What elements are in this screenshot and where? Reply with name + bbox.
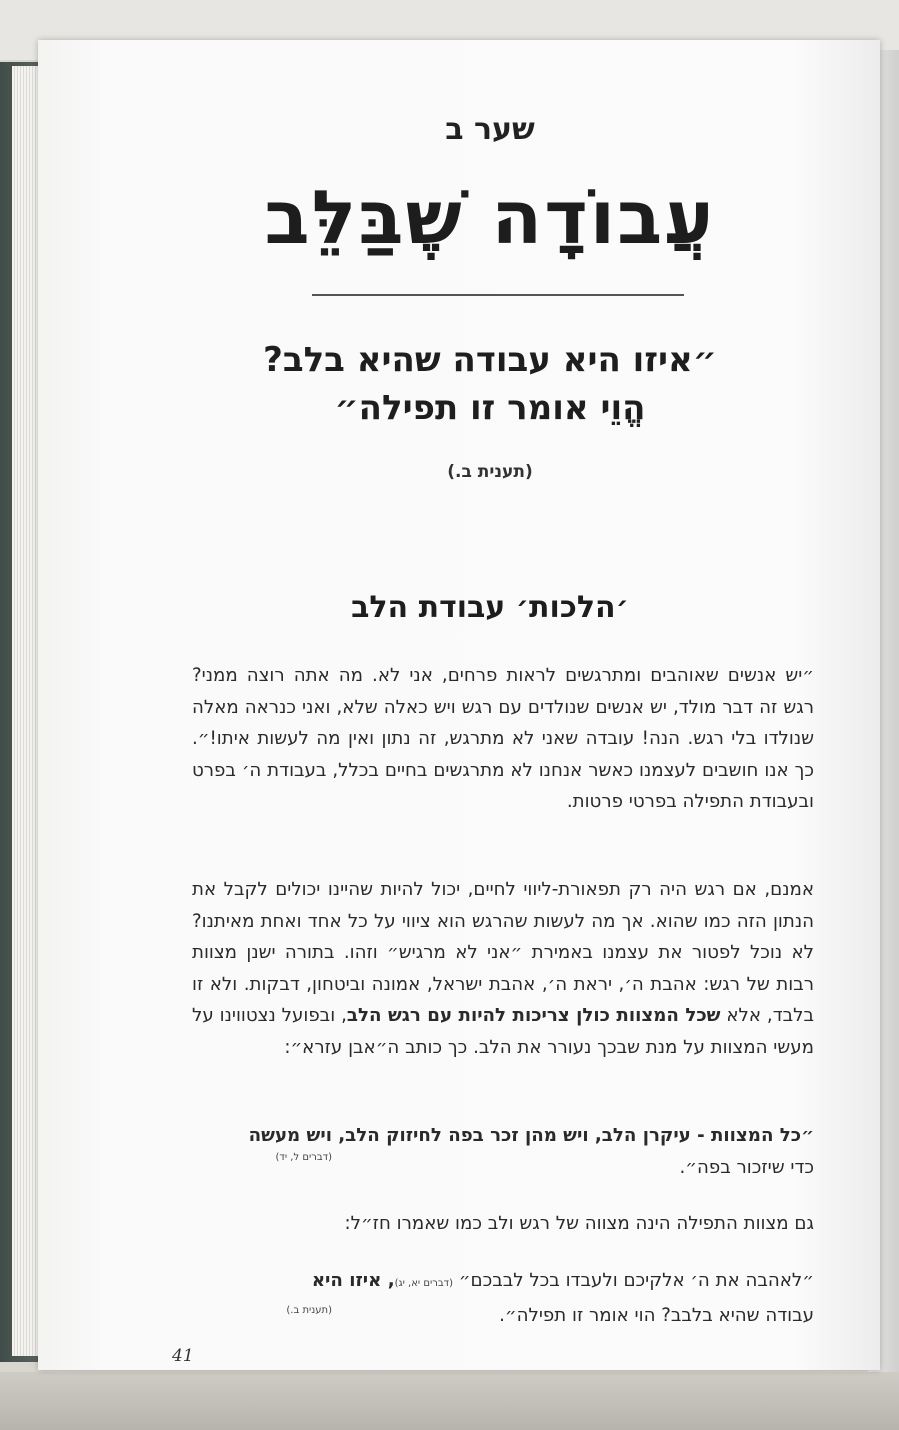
paragraph-1 bbox=[192, 660, 814, 818]
paragraph-1-text: ״יש אנשים שאוהבים ומתרגשים לראות פרחים, אני לא. מה אתה רוצה ממני? רגש זה דבר מולד, יש אנשים שנולדים עם רגש ויש כאלה שלא, ואני כנראה מאלה שנולדו בלי רגש. הנה! עובדה שאני לא מתרגש, זה נתון ואין מה לעשות איתו!״. כך אנו חושבים לעצמנו כאשר אנחנו לא מתרגשים בחיים בכלל, בעבודת ה׳ בפרט ובעבודת התפילה בפרטי פרטות. bbox=[192, 665, 814, 812]
quote-1-ref: (דברים ל, יד) bbox=[275, 1152, 332, 1163]
epigraph-line-2: הֱוֵי אומר זו תפילה״ bbox=[334, 388, 646, 428]
quote-2-ref-2: (תענית ב.) bbox=[286, 1305, 332, 1316]
quote-2-part-2: , איזו היא bbox=[311, 1270, 395, 1291]
quote-2-part-1: ״לאהבה את ה׳ אלקיכם ולעבדו בכל לבבכם״ bbox=[458, 1270, 814, 1291]
section-heading: ׳הלכות׳ עבודת הלב bbox=[351, 590, 629, 625]
title-divider bbox=[312, 294, 684, 296]
epigraph-line-1: ״איזו היא עבודה שהיא בלב? bbox=[263, 340, 717, 380]
quote-talmud bbox=[192, 1265, 814, 1331]
quote-1-bold: ״כל המצוות - עיקרן הלב, ויש מהן זכר בפה לחיזוק הלב, ויש מעשה bbox=[248, 1125, 814, 1146]
paragraph-2-text-b: , ובפועל נצטווינו על מעשי המצוות על מנת שבכך נעורר את הלב. כך כותב ה״אבן עזרא״: bbox=[192, 1005, 814, 1058]
quote-2-line-2: עבודה שהיא בלבב? הוי אומר זו תפילה״. bbox=[499, 1304, 814, 1326]
paragraph-3 bbox=[192, 1208, 814, 1240]
paragraph-3-text: גם מצוות התפילה הינה מצווה של רגש ולב כמו שאמרו חז״ל: bbox=[344, 1213, 814, 1234]
epigraph-source: (תענית ב.) bbox=[447, 462, 533, 482]
chapter-title: עֲבוֹדָה שֶׁבַּלֵּב bbox=[264, 175, 716, 261]
paragraph-2-bold: שכל המצוות כולן צריכות להיות עם רגש הלב bbox=[346, 1005, 721, 1026]
quote-1-end: כדי שיזכור בפה״. bbox=[679, 1156, 814, 1178]
paragraph-2 bbox=[192, 874, 814, 1063]
paragraph-2-text-a: אמנם, אם רגש היה רק תפאורת-ליווי לחיים, יכול להיות שהיינו יכולים לקבל את הנתון הזה כמו שהוא. אך מה לעשות שהרגש הוא ציווי על כל אחד ואחת מאיתנו? לא נוכל לפטור את עצמנו באמירת ״אני לא מרגיש״ וזהו. בתורה ישנן מצוות רבות של רגש: אהבת ה׳, יראת ה׳, אהבת ישראל, אמונה וביטחון, דבקות. ולא זו בלבד, אלא bbox=[192, 879, 814, 1026]
gate-label: שער ב bbox=[445, 112, 535, 147]
table-surface bbox=[0, 1372, 899, 1430]
page-number: 41 bbox=[172, 1346, 194, 1366]
quote-2-ref-1: (דברים יא, יג) bbox=[394, 1278, 453, 1289]
